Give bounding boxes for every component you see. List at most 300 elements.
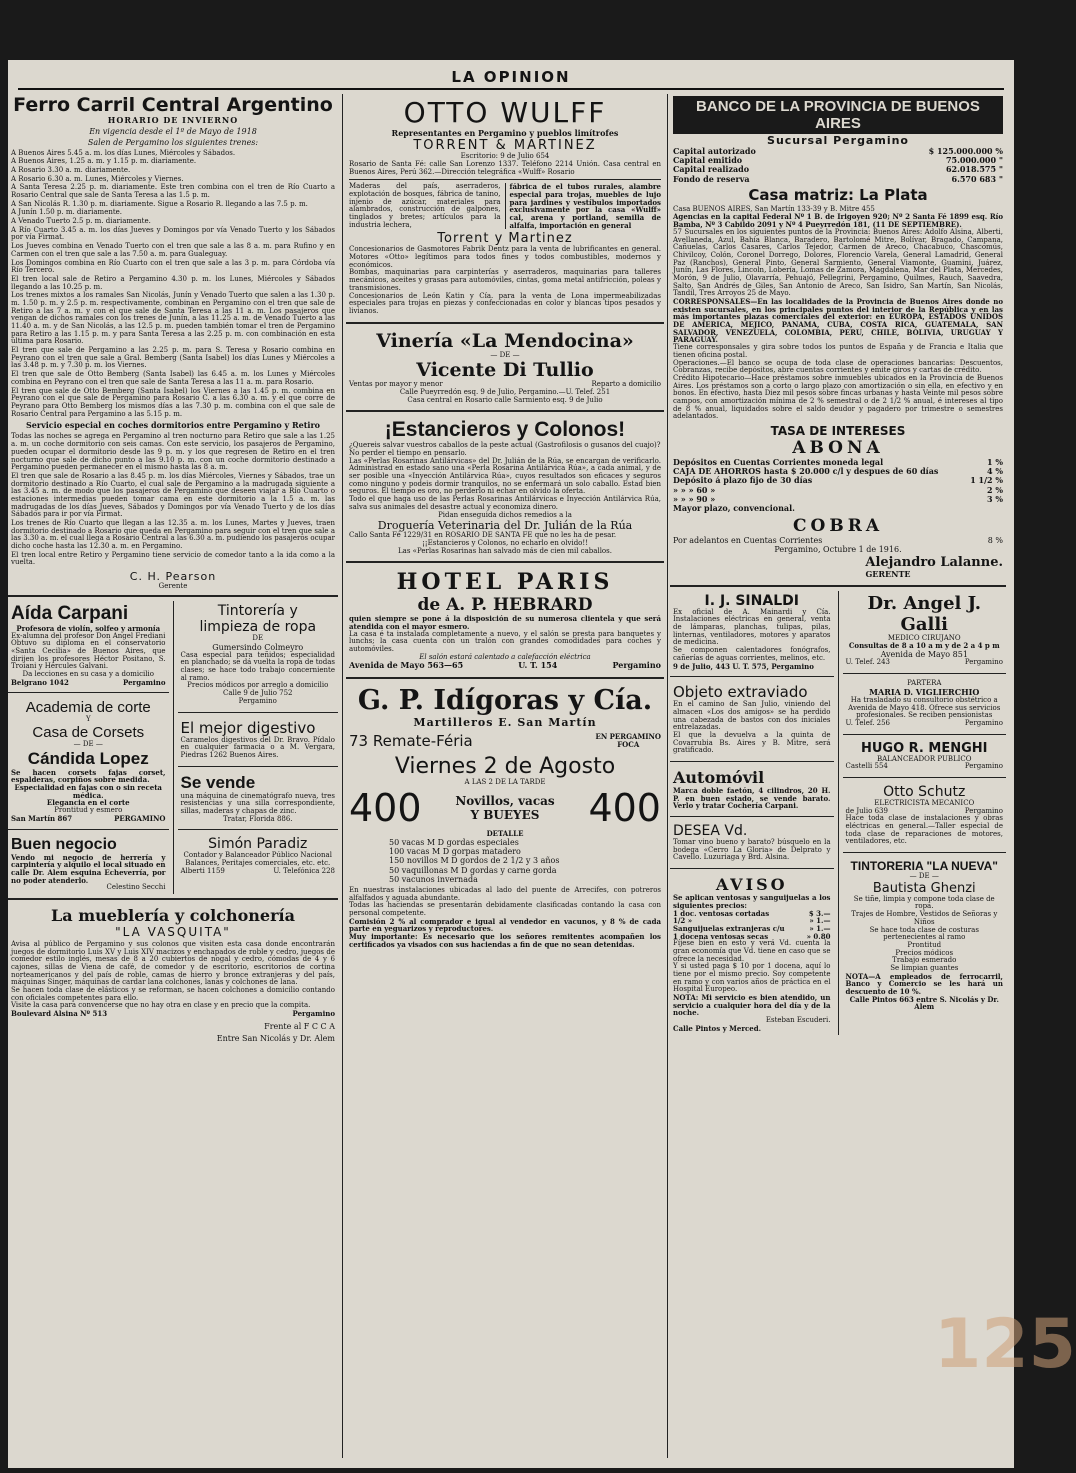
idigoras-body2: Todas las haciendas se presentarán debidamente clasificadas contando la casa con personal competente. xyxy=(349,901,661,917)
aida-l1: Profesora de violín, solfeo y armonía xyxy=(16,623,161,633)
aida-l2: Ex-alumna del profesor Don Angel Frediani xyxy=(11,631,166,640)
fcc-signer-role: Gerente xyxy=(158,582,188,591)
idigoras-item: 100 vacas M D gorpas matadero xyxy=(389,847,521,857)
banco-body6: Operaciones.—El banco se ocupa de toda clase de operaciones bancarias: Descuentos, Cobranzas, recibe depósitos, abre cuentas corrientes y emite giros y cartas de crédito. xyxy=(673,358,1003,375)
menghi-ad xyxy=(843,739,1007,773)
fcc-title: Ferro Carril Central Argentino xyxy=(13,94,333,116)
desea-title: DESEA Vd. xyxy=(673,823,748,840)
banco-rate-row xyxy=(673,476,1003,485)
desea-ad xyxy=(670,821,834,864)
schutz-city: Pergamino xyxy=(964,806,1003,815)
aviso-row-key: 1 docena ventosas secas xyxy=(673,931,769,941)
banco-body: Casa BUENOS AIRES, San Martín 133-39 y B. Mitre 455 xyxy=(673,204,875,213)
nueva-body3: Se hace toda clase de costuras pertenecientes al ramo xyxy=(869,925,979,942)
muebleria-ad xyxy=(8,904,338,1045)
idigoras-detalle: DETALLE xyxy=(486,829,524,839)
galli-city: Pergamino xyxy=(964,658,1003,667)
banco-sign-role: GERENTE xyxy=(865,568,911,579)
fcc-line: A San Nicolás R. 1.30 p. m. diariamente. Sigue a Rosario R. llegando a las 7.5 p. m. xyxy=(11,199,308,208)
idigoras-body: En nuestras instalaciones ubicadas al lado del puente de Arrecifes, con potreros alfalfados y aguada abundante. xyxy=(349,885,661,902)
divider xyxy=(843,673,1007,674)
nueva-name: Bautista Ghenzi xyxy=(872,880,976,896)
divider xyxy=(670,676,834,677)
fcc-servicio-title: Servicio especial en coches dormitorios entre Pergamino y Retiro xyxy=(26,420,320,431)
column-middle xyxy=(346,94,664,950)
banco-matriz: Casa matriz: La Plata xyxy=(748,185,928,204)
idigoras-mid xyxy=(455,794,554,822)
fcc-line: A Buenos Aires 5.45 a. m. los días Lunes, Miércoles y Sábados. xyxy=(11,148,236,157)
divider xyxy=(670,868,834,869)
tintoreria-t2: limpieza de ropa xyxy=(199,618,317,635)
sinaldi-addr: 9 de Julio, 443 U. T. 575, Pergamino xyxy=(673,661,814,671)
idigoras-right xyxy=(595,733,661,748)
wulff-right: fábrica de el tubos rurales, alambre especial para trojas, muebles de lujo para jardines y vestíbulos importados exclusivamente por la casa «Wulff» cal, arena y portland, semilla de alfalfa, importación en general xyxy=(505,183,662,229)
idigoras-num-row xyxy=(349,786,661,830)
nueva-title: TINTORERIA "LA NUEVA" xyxy=(850,859,998,874)
schutz-ad xyxy=(843,782,1007,848)
fcc-lines xyxy=(11,150,335,419)
idigoras-item: 150 novillos M D gordos de 2 1/2 y 3 años xyxy=(389,856,560,866)
paris-address-row xyxy=(349,661,661,670)
newspaper-page xyxy=(8,60,1076,1468)
banco-cobra-line: Por adelantos en Cuentas Corrientes xyxy=(673,536,823,546)
galli-tel: U. Telef. 243 xyxy=(845,658,891,667)
banco-cobra: COBRA xyxy=(792,516,884,537)
tintoreria-ad xyxy=(178,601,339,708)
sinaldi-ad xyxy=(670,591,834,673)
corsets-t4: — DE — xyxy=(73,740,103,748)
fcc-servicio-line: Todas las noches se agrega en Pergamino al tren nocturno para Retiro que sale a las 1.25 a. m. un coche dormitorio con seis camas. Con este servicio, los pasajeros de Pergamino, pueden ocupar el dormitorio desde las 9 p. m. y los que regresen de Retiro en el tren nocturno que sale de dicho punto a las 9.10 p. m. con un coche dormitorio destinado a Pergamino pueden permanecer en el mismo hasta las 8 a. m. xyxy=(11,432,335,472)
fcc-servicio xyxy=(11,433,335,567)
automovil-title: Automóvil xyxy=(673,768,765,787)
banco-rate-key: Depósito á plazo fijo de 30 días xyxy=(673,475,813,486)
galli-ad xyxy=(843,591,1007,669)
banco-rate-val: 1 % xyxy=(987,457,1003,467)
idigoras-body3: Comisión 2 % al comprador e igual al vendedor en vacunos, y 8 % de cada parte en yeguarizos y reproductores. xyxy=(349,916,661,934)
schutz-role: ELECTRICISTA MECANICO xyxy=(874,798,975,807)
fcc-schedule xyxy=(8,94,338,591)
estancieros-body: ¿Quereis salvar vuestros caballos de la peste actual (Gastrofilosis o gusanos del cuajo)? xyxy=(349,441,661,450)
objeto-body2: El que la devuelva a la quinta de Covarrubia Bs. Aires y B. Mitre, será gratificado. xyxy=(673,730,831,755)
fcc-salen: Salen de Pergamino los siguientes trenes: xyxy=(87,138,259,148)
idigoras-item: 50 vacas M D gordas especiales xyxy=(389,837,519,847)
estancieros-body3: Las «Perlas Rosarinas Antilárvicas» del Dr. Julián de la Rúa, se encargan de verificarlo. Administrad en estado sano una «Perla Rosarina Antilárvica Rúa», a cada animal, y de ser posible una «Inyección Antilárvica Rúa», cuyos resultados son eficaces y seguros como ninguno y podeis dormir tranquilos, no se enfermará un solo caballo. Estad bien seguros. El tiempo es oro, no perderlo ni echar en olvido la oferta. xyxy=(349,456,661,496)
menghi-address-row xyxy=(846,763,1004,771)
banco-title: BANCO DE LA PROVINCIA DE BUENOS AIRES xyxy=(673,96,1003,134)
paris-city: Pergamino xyxy=(612,660,661,671)
aida-address-row xyxy=(11,679,166,687)
muebleria-addr: Boulevard Alsina Nº 513 xyxy=(11,1009,108,1019)
galli-hours: Consultas de 8 a 10 a m y de 2 a 4 p m xyxy=(848,641,1000,651)
banco-rate-key: » » » 60 » xyxy=(673,484,716,495)
divider xyxy=(346,410,664,412)
nueva-de: — DE — xyxy=(909,872,939,881)
corsets-t2: Y xyxy=(85,715,91,724)
paris-sub: de A. P. HEBRARD xyxy=(417,595,593,616)
banco-body2: Agencias en la capital Federal Nº 1 B. de Irigoyen 920; Nº 2 Santa Fé 1899 esq. Río Bamba, Nº 3 Cabildo 2091 y Nº 4 Pueyrredón 181, (11 DE SEPTIEMBRE). xyxy=(673,212,1003,230)
corsets-ad xyxy=(8,697,169,824)
partera-name: MARIA D. VIGLIERCHIO xyxy=(869,686,980,697)
fcc-line: A Venado Tuerto 2.5 p. m. diariamente. xyxy=(11,217,151,226)
idigoras-title: G. P. Idígoras y Cía. xyxy=(357,684,653,716)
muebleria-title: La mueblería y colchonería xyxy=(51,905,295,925)
banco-date: Pergamino, Octubre 1 de 1916. xyxy=(774,545,902,555)
divider xyxy=(670,761,834,762)
fcc-line: A Santa Teresa 2.25 p. m. diariamente. Este tren combina con el tren de Río Cuarto a Rosario Central que sale de Santa Teresa a las 1.5 p. m. xyxy=(11,183,335,199)
idigoras-body4: Muy importante: Es necesario que los señores remitentes acompañen los certificados ya visados con sus haciendas a fin de que no sean detenidas. xyxy=(349,932,661,949)
corsets-t1: Academia de corte xyxy=(25,699,151,717)
divider xyxy=(346,677,664,679)
divider xyxy=(670,585,1006,587)
muebleria-name: "LA VASQUITA" xyxy=(115,924,231,939)
aida-body2: Da lecciones en su casa y a domicilio xyxy=(22,669,154,678)
ads-right-right xyxy=(838,591,1007,1035)
aviso-body4: NOTA: Mi servicio es bien atendido, un servicio a cualquier hora del día y de la noche. xyxy=(673,993,831,1018)
wulff-body3: Bombas, maquinarias para carpinterías y aserraderos, maquinarias para talleres mecánicos, aceites y grasas para automóviles, cintas, goma metal antifricción, poleas y transmisiones. xyxy=(349,268,661,292)
banco-cap-key: Fondo de reserva xyxy=(673,173,750,184)
corsets-l3: Prontitud y esmero xyxy=(54,806,123,815)
wulff-tm: Torrent y Martinez xyxy=(437,231,573,247)
aida-addr: Belgrano 1042 xyxy=(11,677,69,687)
paris-title: HOTEL PARIS xyxy=(396,569,614,596)
nueva-ad xyxy=(843,857,1007,1013)
negocio-body: Vendo mi negocio de herrería y carpintería y alquilo el local situado en calle Dr. Alem esquina Echeverría, por no poder atenderlo. xyxy=(11,852,166,885)
paris-body2: La casa é ta instalada completamente a nuevo, y el salón se presta para banquetes y lunchs; la casa cuenta con un tralón con grandes comodidades para coches y automóviles. xyxy=(349,629,661,653)
schutz-addr: de Julio 639 xyxy=(845,806,888,815)
column-divider xyxy=(667,94,668,1458)
aviso-body: Se aplican ventosas y sanguijuelas a los siguientes precios: xyxy=(673,893,831,910)
muebleria-frente: Frente al F C C A xyxy=(264,1021,335,1031)
wulff-ad xyxy=(346,94,664,318)
idigoras-item: 50 vacunos invernada xyxy=(389,874,478,884)
aviso-title: AVISO xyxy=(715,875,788,895)
banco-ad xyxy=(670,94,1006,581)
banco-rate-val: 4 % xyxy=(987,466,1003,477)
fcc-line: A Buenos Aires, 1.25 a. m. y 1.15 p. m. diariamente. xyxy=(11,157,197,166)
corsets-l1: Especialidad en fajas con o sin receta médica. xyxy=(14,783,162,800)
banco-capital xyxy=(673,147,1003,184)
idigoras-date: Viernes 2 de Agosto xyxy=(394,753,616,779)
divider xyxy=(670,816,834,817)
sinaldi-body: Ex oficial de A. Mainardi y Cía. Instalaciones eléctricas en general, venta de lámparas, planchas, tulipas, pilas, linternas, ventiladores, motores y aparatos de medicina. xyxy=(673,607,831,647)
fcc-line: Los Jueves combina en Venado Tuerto con el tren que sale a las 8 a. m. para Rufino y en Carmen con el tren que sale a las 7.50 a. m. para Gualeguay. xyxy=(11,242,335,258)
aviso-row-key: 1/2 » xyxy=(673,916,693,926)
idigoras-item: 50 vaquillonas M D gordas y carne gorda xyxy=(389,865,557,875)
mendocina-right: Reparto a domicilio xyxy=(591,380,661,389)
wulff-l3: Escritorio: 9 de Julio 654 xyxy=(460,152,550,161)
banco-cap-val: 6.570 683 " xyxy=(951,173,1003,184)
estancieros-drog: Droguería Veterinaria del Dr. Julián de la Rúa xyxy=(377,519,633,533)
paradiz-address-row xyxy=(181,868,336,876)
ads-right xyxy=(173,601,339,894)
banco-body3: 57 Sucursales en los siguientes puntos de la Provincia: Buenos Aires: Adolfo Alsina, Alberti, Avellaneda, Azul, Bahía Blanca, Baradero, Bartolomé Mitre, Bolívar, Bragado, Campana, Cañuelas, Carlos Casares, Carlos Tejedor, Carmen de Areco, Chacabuco, Chascomús, Chivilcoy, Colón, Coronel Dorrego, Dolores, Florencio Varela, General Lamadrid, General Paz (Ranchos), General Pinto, General Sarmiento, General Viamonte, Guamini, Juárez, Junín, Las Flores, Lincoln, Lobería, Lomas de Zamora, Magdalena, Mar del Plata, Mercedes, Morón, 9 de Julio, Olavarría, Pehuajó, Pellegrini, Pergamino, Quilmes, Rauch, Saavedra, Salto, San Andrés de Giles, San Antonio de Areco, San Isidro, San Martín, San Nicolás, Tandil, Tres Arroyos 25 de Mayo. xyxy=(673,227,1003,298)
divider xyxy=(843,777,1007,778)
tintoreria-addr: Calle 9 de Julio 752 xyxy=(223,689,293,698)
mendocina-title: Vinería «La Mendocina» xyxy=(376,329,634,352)
negocio-ad xyxy=(8,834,169,894)
paradiz-l1: Contador y Balanceador Público Nacional xyxy=(183,851,332,860)
banco-tasa: TASA DE INTERESES xyxy=(770,424,906,438)
ads-row-1 xyxy=(8,601,338,894)
paradiz-tel: U. Telefónica 228 xyxy=(273,866,335,875)
idigoras-mid2: Y BUEYES xyxy=(470,808,540,823)
wulff-body4: Concesionarios de León Katin y Cía. para la venta de Lona impermeabilizadas especiales para trojas en piezas y confeccionadas en color y blancas tipos pesados y livianos. xyxy=(349,291,661,315)
aida-city: Pergamino xyxy=(123,677,166,687)
archive-watermark: 125 xyxy=(934,1305,1076,1384)
mendocina-ad xyxy=(346,328,664,407)
top-rule xyxy=(18,88,1004,90)
corsets-city: PERGAMINO xyxy=(114,813,166,823)
divider xyxy=(178,712,339,713)
aida-ad xyxy=(8,601,169,689)
tintoreria-city: Pergamino xyxy=(238,696,277,705)
desea-body: Tomar vino bueno y barato? búsquelo en la bodega «Cerro La Gloria» de Delprato y Cavello. Luzuriaga y Brd. Alsina. xyxy=(673,838,831,862)
automovil-ad xyxy=(670,766,834,812)
fcc-line: Los Domingos combina en Río Cuarto con el tren que sale a las 3 p. m. para Córdoba vía Río Tercero. xyxy=(11,258,335,275)
wulff-body2: Concesionarios de Gasmotores Fabrik Dentz para la venta de lubrificantes en general. Motores «Otto» legítimos para todos fines y todos combustibles, modernos y económicos. xyxy=(349,245,661,269)
divider xyxy=(8,829,169,830)
banco-cap-val: $ 125.000.000 % xyxy=(928,146,1003,156)
ads-row-right xyxy=(670,591,1006,1035)
aviso-addr: Calle Pintos y Merced. xyxy=(673,1023,762,1033)
idigoras-left: 73 Remate-Féria xyxy=(349,731,473,750)
tintoreria-body: Casa especial para teñidos; especialidad en planchado; se dá vuelta la ropa de todas clases; se hace todo trabajo concerniente al ramo. xyxy=(180,650,335,682)
idigoras-sub: Martilleros E. San Martín xyxy=(413,715,597,729)
partera-tel: U. Telef. 256 xyxy=(845,718,891,727)
estancieros-final: Las «Perlas Rosarinas han salvado más de cien mil caballos. xyxy=(398,546,612,555)
divider xyxy=(843,734,1007,735)
fcc-line: El tren que sale de Otto Bemberg (Santa Isabel) las 6.45 a. m. los Lunes y Miércoles combina en Peyrano con el tren que sale de Santa Teresa a las 11 a. m. para Rosario. xyxy=(11,370,335,386)
aviso-row xyxy=(673,910,831,918)
aviso-row-key: Sanguijuelas extranjeras c/u xyxy=(673,923,785,933)
fcc-servicio-line: El tren que sale de Rosario a las 8.45 p. m. los días Miércoles, Viernes y Sábados, trae un dormitorio destinado a Río Cuarto, el cual sale de Pergamino a la madrugada siguiente a las 3.45 a. m. de modo que los pasajeros de Pergamino que deseen viajar a Río Cuarto o estaciones intermedias pueden tomar cama en este dormitorio a la 1.5 a. m. las madrugadas de los días Jueves, Sábados y Domingos por vía Venado Tuerto y de los días Sábados para ir por vía Firmat. xyxy=(11,471,335,519)
galli-tel-row xyxy=(846,659,1004,667)
fcc-line: Los trenes mixtos a los ramales San Nicolás, Junín y Venado Tuerto que salen a las 1.30 p. m. 1.50 p. m. y 2.5 p. m. respectivamente, combinan en Pergamino con el tren que sale de Retiro a las 7 a. m. y con el que sale de Santa Teresa a las 11 a. m. Los pasajeros que vengan de dichos ramales con los trenes de Junín, a las 11.25 a. m. de Venado Tuerto a las 11.40 a. m. y de San Nicolás, a las 12.5 p. m. pueden también tomar el tren de Pergamino para Retiro a las 1.15 p. m. y para Santa Teresa a las 2.25 p. m. con combinación en esta última para Rosario. xyxy=(11,291,335,346)
aida-name: Aída Carpani xyxy=(11,602,129,624)
ads-right-left xyxy=(670,591,834,1035)
aviso-row-val: » 1.— xyxy=(809,916,831,926)
digestivo-title: El mejor digestivo xyxy=(180,718,316,737)
banco-cap-key: Capital autorizado xyxy=(673,146,756,156)
galli-name: Dr. Angel J. Galli xyxy=(867,592,982,635)
banco-sub: Sucursal Pergamino xyxy=(767,134,909,147)
banco-rate-val: 2 % xyxy=(987,484,1003,495)
mendocina-de: — DE — xyxy=(490,350,520,359)
idigoras-right1: EN PERGAMINO xyxy=(595,731,661,741)
wulff-body: Rosario de Santa Fé: calle San Lorenzo 1337. Teléfono 2214 Unión. Casa central en Buenos Aires, Perú 362.—Dirección telegráfica «Wulff» Rosario xyxy=(349,159,661,176)
muebleria-body: Avisa al público de Pergamino y sus colonos que visiten esta casa donde encontrarán juegos de dormitorio Luis XV y Luis XIV macizos y enchapados de roble y cedro, juegos de comedor estilo inglés, mesas de 8 a 20 cubiertos de nogal y cedro, cómodas de 4 y 6 cajones, sillas de Viena de café, de comedor y de escritorio, escritorios de cortina norteamericanos y del país de roble, camas de hierro y bronce extranjeras y del país, máquinas Singer, máquinas de cardar lana colchones, lanas y colchones de lana. xyxy=(11,939,335,987)
fcc-vigencia: En vigencia desde el 1º de Mayo de 1918 xyxy=(89,127,257,137)
estancieros-ad xyxy=(346,416,664,557)
banco-rate-key: CAJA DE AHORROS hasta $ 20.000 c/l y despues de 60 días xyxy=(673,466,939,477)
banco-sign: Alejandro Lalanne. xyxy=(865,554,1003,570)
nueva-body: Se tiñe, limpia y compone toda clase de ropa. xyxy=(853,894,995,911)
fcc-subtitle: HORARIO DE INVIERNO xyxy=(107,115,239,125)
nueva-body4: NOTA—A empleados de ferrocarril, Banco y Comercio se les hará un descuento de 10 %. xyxy=(845,971,1003,996)
paradiz-addr: Alberti 1159 xyxy=(180,866,225,875)
fcc-line: A Rosario 6.30 a. m. Lunes, Miércoles y Viernes. xyxy=(11,174,184,183)
sevende-ad xyxy=(178,771,339,826)
negocio-title: Buen negocio xyxy=(11,835,117,853)
idigoras-num-right: 400 xyxy=(588,786,661,831)
tintoreria-t1: Tintorería y xyxy=(217,602,298,619)
banco-body4: CORRESPONSALES—En las localidades de la Provincia de Buenos Aires donde no existen sucursales, en los principales puntos del interior de la República y en las más importantes plazas comerciales del exterior: en EUROPA, ESTADOS UNIDOS DE AMERICA, MEJICO, PANAMA, CUBA, COSTA RICA, GUATEMALA, SAN SALVADOR, VENEZUELA, COLOMBIA, PERU, CHILE, BOLIVIA, URUGUAY Y PARAGUAY. xyxy=(673,297,1003,345)
fcc-line: El tren que sale de Otto Bemberg (Santa Isabel) los Viernes a las 1.45 p. m. combina en Peyrano con el que sale de Pergamino para Rosario C. a las 6.30 a. m. y el que corre de Peyrano para Otto Bemberg los mismos días a las 7.30 p. m. combina con el que sale de Rosario Central para Pergamino a las 5.15 p. m. xyxy=(11,386,335,418)
digestivo-body: Caramelos digestivos del Dr. Bravo. Pídalo en cualquier farmacia o a M. Vergara, Piedras 1262 Buenos Aires. xyxy=(180,735,335,759)
muebleria-entre: Entre San Nicolás y Dr. Alem xyxy=(216,1034,335,1043)
fcc-servicio-line: El tren local entre Retiro y Pergamino tiene servicio de comedor tanto a la ida como a la vuelta. xyxy=(11,550,335,567)
paris-body: quien siempre se pone á la disposición de su numerosa clientela y que será atendida con el mayor esmero. xyxy=(349,614,661,631)
column-right xyxy=(670,94,1006,1035)
fcc-line: A Rosario 3.30 a. m. diariamente. xyxy=(11,165,131,174)
galli-role: MEDICO CIRUJANO xyxy=(887,633,961,642)
objeto-ad xyxy=(670,681,834,757)
aviso-ad xyxy=(670,873,834,1034)
wulff-name: OTTO WULFF xyxy=(403,96,607,129)
sinaldi-body2: Se componen calentadores fonógrafos, cañerías de aguas corrientes, melinos, etc. xyxy=(673,646,831,662)
partera-city: Pergamino xyxy=(964,718,1003,727)
schutz-name: Otto Schutz xyxy=(883,783,966,800)
digestivo-ad xyxy=(178,717,339,762)
fcc-line: El tren local sale de Retiro a Pergamino 4.30 p. m. los Lunes, Miércoles y Sábados llegando a las 10.25 p. m. xyxy=(11,274,335,291)
banco-cobra-row xyxy=(673,536,1003,545)
fcc-line: A Río Cuarto 3.45 a. m. los días Jueves y Domingos por vía Venado Tuerto y los Sábados por vía Firmat. xyxy=(11,225,335,242)
menghi-city: Pergamino xyxy=(964,762,1003,771)
aviso-body2: Fíjese bien en esto y verá Vd. cuenta la gran economía que Vd. tiene en caso que se ofrece la necesidad. xyxy=(673,939,831,963)
nueva-l1: Prontitud xyxy=(907,940,942,949)
mendocina-addr: Calle Pueyrredón esq. 9 de Julio, Pergamino.—U. Telef. 251 xyxy=(399,387,611,396)
sevende-title: Se vende xyxy=(180,772,256,792)
tintoreria-body2: Precios módicos por arreglo a domicilio xyxy=(187,681,329,690)
estancieros-body2: No perder el tiempo en pensarlo. xyxy=(349,449,467,457)
idigoras-mid1: Novillos, vacas xyxy=(455,794,555,809)
wulff-left: Maderas del país, aserraderos, explotación de bosques, fábrica de tanino, injenio de azúcar, materiales para alambrados, construcción de galpones, tinglados y bretes; artículos para la industria lechera, xyxy=(349,182,501,229)
nueva-body2: Trajes de Hombre, Vestidos de Señoras y Niños xyxy=(851,910,998,926)
banco-body5: Tiene corresponsales y gira sobre todos los puntos de España y de Francia e Italia que tienen oficina postal. xyxy=(673,343,1003,359)
wulff-columns xyxy=(349,179,661,229)
divider xyxy=(178,766,339,767)
banco-cap-key: Capital realizado xyxy=(673,164,750,175)
aviso-row-key: 1 doc. ventosas cortadas xyxy=(673,908,770,918)
aviso-row-val: $ 3.— xyxy=(808,908,831,918)
fcc-servicio-line: Los trenes de Río Cuarto que llegan a las 12.35 a. m. los Lunes, Martes y Jueves, traen dormitorio destinado a Rosario que queda en Pergamino para seguir con el tren que sale a las 3.30 a. m. el cual llega a Rosario Central a las 6.30 a. m. pudiendo los pasajeros ocupar dicho coche hasta las 12.30 a. m. en Pergamino. xyxy=(11,519,335,551)
banco-cap-val: 62.018.575 " xyxy=(945,164,1003,175)
sevende-body: una máquina de cinematógrafo nueva, tres resistencias y una silla correspondiente, sillas, maderas y chapas de zinc. xyxy=(180,791,335,815)
column-divider xyxy=(342,94,343,1458)
corsets-body: Se hacen corsets fajas corset, espalderas, corpiños sobre medida. xyxy=(11,767,166,785)
banco-abona: ABONA xyxy=(792,438,884,458)
menghi-role: BALANCEADOR PUBLICO xyxy=(876,754,972,763)
fcc-signer: C. H. Pearson xyxy=(129,570,217,584)
banco-rate-row xyxy=(673,486,1003,495)
aviso-sign: Esteban Escuderi. xyxy=(765,1016,831,1025)
nueva-l2: Precios módicos xyxy=(895,948,954,957)
paradiz-ad xyxy=(178,834,339,877)
paris-addr: Avenida de Mayo 563—65 xyxy=(349,660,464,671)
sevende-l1: Tratar, Florida 886. xyxy=(222,814,293,823)
muebleria-body3: Visite la casa para convencerse que no hay otra en clase y en precio que la compita. xyxy=(11,1001,311,1010)
wulff-l1: Representantes en Pergamino y pueblos limítrofes xyxy=(391,128,619,138)
fcc-line: El tren que sale de Pergamino a las 2.25 p. m. para S. Teresa y Rosario combina en Peyrano con el tren que sale a Gral. Bemberg (Santa Isabel) los días Lunes y Miércoles a las 3.48 p. m. y 7.30 p. m. los Viernes. xyxy=(11,346,335,370)
objeto-body: En el camino de San Julio, viniendo del almacen «Los dos amigos» se ha perdido una cabezada de bastos con dos iniciales entrelazadas. xyxy=(673,700,831,732)
aviso-body3: Y si usted paga $ 10 por 1 docena, aquí lo tiene por el mismo precio. Soy competente en ramo y con varios años de práctica en el Hospital Europeo. xyxy=(673,962,831,994)
divider xyxy=(346,561,664,563)
menghi-addr: Castelli 554 xyxy=(845,762,888,771)
banco-rate-key: » » » 90 » xyxy=(673,493,716,504)
banco-rate-key: Depósitos en Cuentas Corrientes moneda legal xyxy=(673,457,884,467)
banco-rate-val: 3 % xyxy=(987,493,1003,504)
paradiz-name: Simón Paradiz xyxy=(208,836,308,853)
estancieros-cry: ¡¡Estancieros y Colonos, no echarlo en olvido!! xyxy=(421,538,589,547)
idigoras-hour: A LAS 2 DE LA TARDE xyxy=(464,777,546,786)
partera-tel-row xyxy=(846,720,1004,728)
corsets-name: Cándida Lopez xyxy=(27,748,149,768)
idigoras-num: 400 xyxy=(349,786,422,831)
estancieros-pidan: Pidan enseguida dichos remedios a la xyxy=(438,510,572,519)
paris-ad xyxy=(346,567,664,672)
banco-cap-row xyxy=(673,175,1003,184)
objeto-title: Objeto extraviado xyxy=(673,683,808,702)
divider xyxy=(8,595,338,597)
corsets-t3: Casa de Corsets xyxy=(32,724,145,741)
divider xyxy=(8,898,338,900)
aviso-row-val: » 0.80 xyxy=(806,931,831,941)
banco-cobra-val: 8 % xyxy=(987,536,1003,546)
banco-cap-key: Capital emitido xyxy=(673,155,743,166)
idigoras-right2: FOCA xyxy=(617,739,640,749)
mendocina-central: Casa central en Rosario calle Sarmiento esq. 9 de Julio xyxy=(407,395,603,404)
banco-rate-val: 1 1/2 % xyxy=(970,475,1003,486)
muebleria-body2: Se hacen toda clase de elásticos y se reforman, se hacen colchones a domicilio contando con oficiales competentes para ello. xyxy=(11,986,335,1002)
muebleria-city: Pergamino xyxy=(292,1009,335,1019)
partera-body: Ha trasladado su consultorio obstétrico a Avenida de Mayo 418. Ofrece sus servicios profesionales. Se reciben pensionistas xyxy=(848,695,1001,720)
partera-role: PARTERA xyxy=(907,678,942,687)
idigoras-remate-row xyxy=(349,732,661,750)
estancieros-addr: Callo Santa Fé 1229/31 en ROSARIO DE SANTA FE que no les ha de pesar. xyxy=(349,531,617,540)
galli-addr: Avenida de Mayo 851 xyxy=(880,650,968,660)
banco-body7: Crédito Hipotecario—Hace préstamos sobre inmuebles ubicados en la Provincia de Buenos Aires. Los préstamos son a corto o largo plazo con amortización o sin ella, en efectivo y en bonos. En efectivo, hasta Diez mil pesos sobre fincas urbanas y hasta Veinte mil pesos sobre campos, con amortización mínima de 2 % semestral o de 2 1/2 % anual, é intereses al tipo de 8 % anual, liquidados sobre el saldo deudor y pagadero por trimestre o semestres adelantados. xyxy=(673,373,1003,421)
schutz-body: Hace toda clase de instalaciones y obras eléctricas en general.—Taller especial de toda clase de reparaciones de motores, ventiladores, etc. xyxy=(845,814,1003,846)
paris-tel: U. T. 154 xyxy=(518,660,558,671)
muebleria-address-row xyxy=(11,1010,335,1018)
aida-body: Obtuvo su diploma en el conservatorio «Santa Cecilia» de Buenos Aires, que dirijen los profesores Héctor Positano, S. Troiani y Hércules Galvani. xyxy=(11,639,166,671)
nueva-addr: Calle Pintos 663 entre S. Nicolás y Dr. Alem xyxy=(849,994,999,1012)
wulff-l2: TORRENT & MARTINEZ xyxy=(413,138,597,154)
divider xyxy=(178,829,339,830)
paradiz-l2: Balances, Peritajes comerciales, etc. etc. xyxy=(185,859,331,867)
estancieros-title: ¡Estancieros y Colonos! xyxy=(384,418,626,442)
estancieros-body4: Todo el que haga uso de las Perlas Rosarinas Antilárvicas e Inyección Antilárvica Rúa, salva sus animales del desastre actual y economiza dinero. xyxy=(349,495,661,511)
column-left xyxy=(8,94,338,1045)
divider xyxy=(8,692,169,693)
automovil-body: Marca doble faetón, 4 cilindros, 20 H. P. en buen estado, se vende barato. Verlo y tratar Cochería Carpani. xyxy=(673,786,831,811)
ads-left xyxy=(8,601,169,894)
corsets-addr: San Martín 867 xyxy=(11,813,73,823)
partera-ad xyxy=(843,678,1007,730)
divider xyxy=(346,322,664,324)
menghi-name: HUGO R. MENGHI xyxy=(861,740,988,756)
idigoras-ad xyxy=(346,683,664,951)
nueva-l3: Trabajo esmerado xyxy=(892,956,957,965)
aviso-rows xyxy=(673,910,831,941)
idigoras-items xyxy=(349,838,661,884)
banco-mayor: Mayor plazo, convencional. xyxy=(673,502,795,513)
nueva-l4: Se limpian guantes xyxy=(890,963,959,972)
banco-rates xyxy=(673,458,1003,504)
mendocina-left: Ventas por mayor y menor xyxy=(349,380,443,389)
mendocina-name: Vicente Di Tullio xyxy=(416,359,594,382)
corsets-address-row xyxy=(11,815,166,823)
